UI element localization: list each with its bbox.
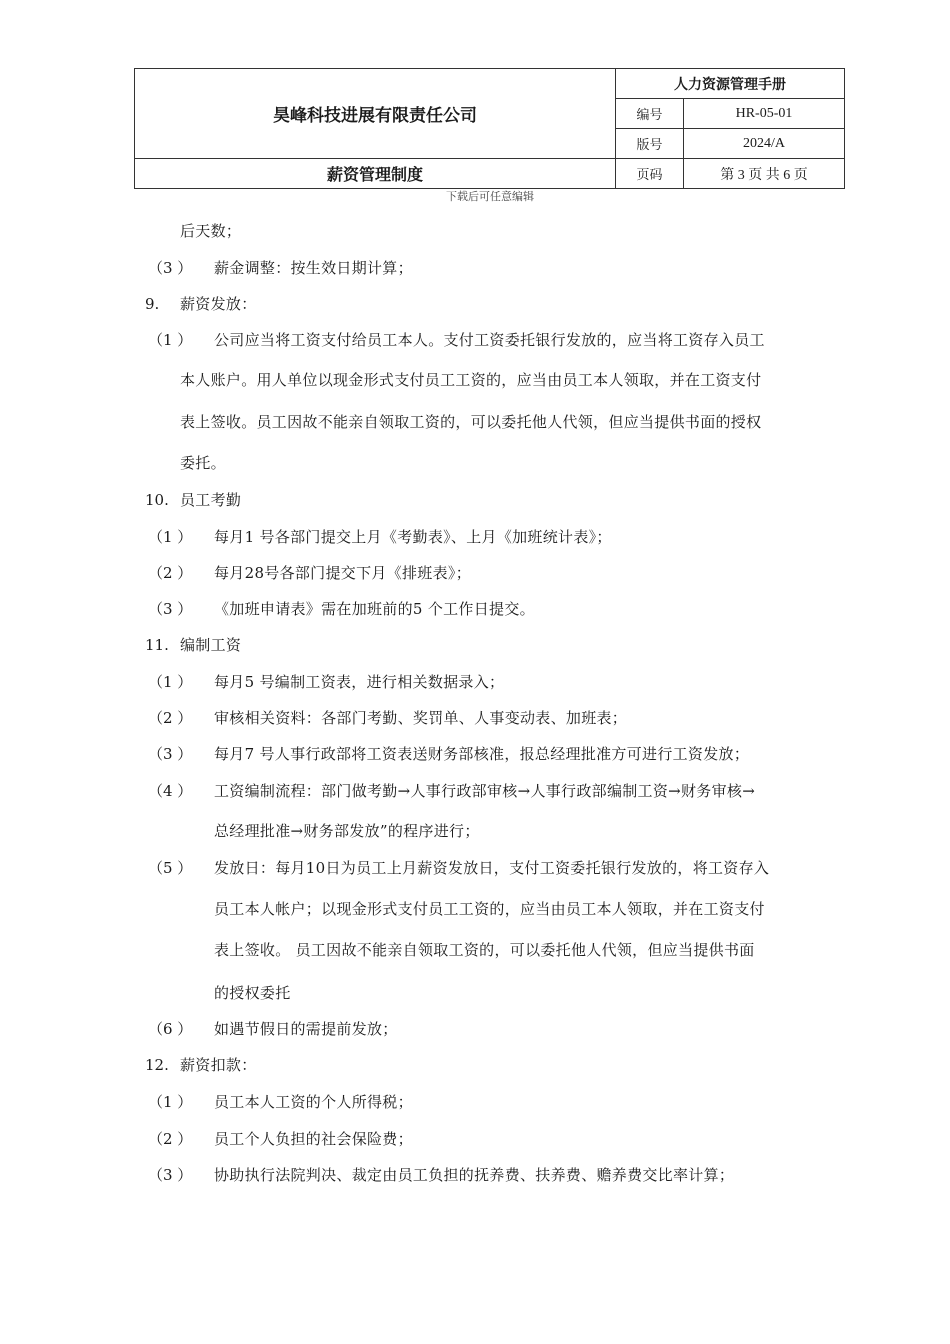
document-header-table [134, 68, 845, 189]
sub-item-number: （1 ） [148, 673, 193, 691]
page-label: 页码 [616, 159, 684, 189]
page-number: 第 3 页 共 6 页 [684, 159, 845, 189]
paragraph-line: 工资编制流程：部门做考勤→人事行政部审核→人事行政部编制工资→财务审核→ [214, 782, 756, 800]
version-label: 版号 [616, 129, 684, 159]
paragraph-line: 每月5 号编制工资表，进行相关数据录入； [214, 673, 505, 691]
section-number: 11. [145, 636, 169, 654]
paragraph-line: 《加班申请表》需在加班前的5 个工作日提交。 [214, 600, 535, 618]
section-heading: 薪资扣款： [180, 1056, 257, 1074]
sub-item-number: （2 ） [148, 564, 193, 582]
paragraph-line: 员工个人负担的社会保险费； [214, 1130, 413, 1148]
sub-item-number: （1 ） [148, 1093, 193, 1111]
paragraph-line: 每月7 号人事行政部将工资表送财务部核准，报总经理批准方可进行工资发放； [214, 745, 750, 763]
paragraph-line: 协助执行法院判决、裁定由员工负担的抚养费、扶养费、赡养费交比率计算； [214, 1166, 735, 1184]
paragraph-line: 表上签收。员工因故不能亲自领取工资的，可以委托他人代领，但应当提供书面的授权 [180, 413, 762, 431]
sub-item-number: （6 ） [148, 1020, 193, 1038]
paragraph-line: 的授权委托 [214, 984, 291, 1002]
paragraph-line: 薪金调整：按生效日期计算； [214, 259, 413, 277]
paragraph-line: 总经理批准→财务部发放”的程序进行； [214, 822, 480, 840]
paragraph-line: 公司应当将工资支付给员工本人。支付工资委托银行发放的，应当将工资存入员工 [214, 331, 765, 349]
paragraph-line: 本人账户。用人单位以现金形式支付员工工资的，应当由员工本人领取，并在工资支付 [180, 371, 762, 389]
section-number: 10. [145, 491, 169, 509]
manual-title: 人力资源管理手册 [616, 69, 845, 99]
sub-item-number: （2 ） [148, 709, 193, 727]
paragraph-line: 发放日：每月10日为员工上月薪资发放日，支付工资委托银行发放的，将工资存入 [214, 859, 770, 877]
doc-no-label: 编号 [616, 99, 684, 129]
paragraph-line: 如遇节假日的需提前发放； [214, 1020, 398, 1038]
sub-item-number: （4 ） [148, 782, 193, 800]
section-heading: 薪资发放： [180, 295, 257, 313]
paragraph-line: 每月1 号各部门提交上月《考勤表》、上月《加班统计表》； [214, 528, 612, 546]
section-heading: 编制工资 [180, 636, 242, 654]
sub-item-number: （3 ） [148, 259, 193, 277]
paragraph-line: 表上签收。 员工因故不能亲自领取工资的，可以委托他人代领，但应当提供书面 [214, 941, 755, 959]
download-note: 下载后可任意编辑 [446, 190, 534, 203]
sub-item-number: （1 ） [148, 331, 193, 349]
sub-item-number: （3 ） [148, 745, 193, 763]
sub-item-number: （3 ） [148, 1166, 193, 1184]
section-number: 9. [145, 295, 160, 313]
paragraph-line: 每月28号各部门提交下月《排班表》； [214, 564, 471, 582]
sub-item-number: （3 ） [148, 600, 193, 618]
company-name: 昊峰科技进展有限责任公司 [135, 69, 616, 159]
document-title: 薪资管理制度 [135, 159, 616, 189]
sub-item-number: （5 ） [148, 859, 193, 877]
section-heading: 员工考勤 [180, 491, 242, 509]
sub-item-number: （1 ） [148, 528, 193, 546]
version-value: 2024/A [684, 129, 845, 159]
paragraph-line: 委托。 [180, 454, 226, 472]
section-number: 12. [145, 1056, 169, 1074]
doc-no-value: HR-05-01 [684, 99, 845, 129]
paragraph-line: 后天数； [180, 222, 242, 240]
paragraph-line: 审核相关资料：各部门考勤、奖罚单、人事变动表、加班表； [214, 709, 628, 727]
paragraph-line: 员工本人帐户；以现金形式支付员工工资的，应当由员工本人领取，并在工资支付 [214, 900, 765, 918]
sub-item-number: （2 ） [148, 1130, 193, 1148]
paragraph-line: 员工本人工资的个人所得税； [214, 1093, 413, 1111]
